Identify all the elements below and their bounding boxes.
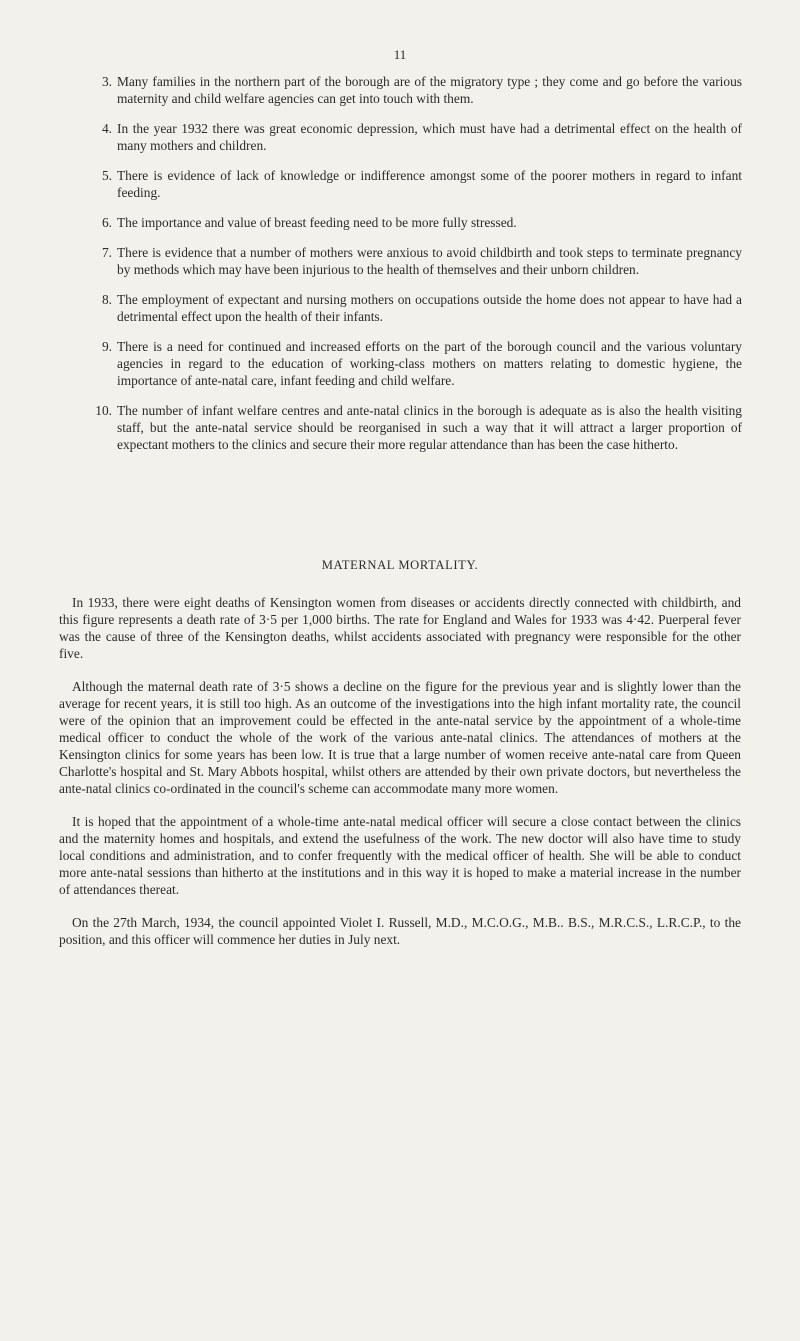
list-item [87, 167, 742, 201]
paragraph: It is hoped that the appointment of a whole-time ante-natal medical officer will secure a close contact between the clinics and the maternity homes and hospitals, and extend the usefulness of the work. The new doctor will also have time to study local conditions and administration, and to confer frequently with the medical officer of health. She will be able to conduct more ante-natal sessions than hitherto at the institutions and in this way it is hoped to make a material increase in the number of attendances thereat. [59, 814, 741, 897]
list-item [87, 338, 742, 389]
list-item-text: There is evidence of lack of knowledge or indifference amongst some of the poorer mothers in regard to infant feeding. [117, 168, 742, 200]
page-number: 11 [393, 47, 407, 62]
list-item-number: 4. [101, 121, 112, 136]
list-item-text: Many families in the northern part of the borough are of the migratory type ; they come and go before the various maternity and child welfare agencies can get into touch with them. [117, 74, 742, 106]
list-item [87, 244, 742, 278]
list-item [87, 214, 742, 231]
section-body [59, 594, 741, 964]
list-item-number: 8. [101, 292, 112, 307]
list-item-text: There is a need for continued and increased efforts on the part of the borough council and the various voluntary agencies in regard to the education of working-class mothers on matters relating to domestic hygiene, the importance of ante-natal care, infant feeding and child welfare. [117, 339, 742, 388]
list-item-text: The employment of expectant and nursing mothers on occupations outside the home does not appear to have had a detrimental effect upon the health of their infants. [117, 292, 742, 324]
list-item [87, 73, 742, 107]
list-item-number: 3. [101, 74, 112, 89]
list-item [87, 120, 742, 154]
list-item-number: 7. [101, 245, 112, 260]
list-item-number: 10. [95, 403, 112, 418]
list-item-text: The number of infant welfare centres and ante-natal clinics in the borough is adequate as is also the health visiting staff, but the ante-natal service should be reorganised in such a way that it will attract a larger proportion of expectant mothers to the clinics and secure their more regular attendance than has been the case hitherto. [117, 403, 742, 452]
list-item-text: The importance and value of breast feeding need to be more fully stressed. [117, 215, 517, 230]
list-item [87, 291, 742, 325]
list-item-number: 9. [101, 339, 112, 354]
list-item-text: There is evidence that a number of mothers were anxious to avoid childbirth and took steps to terminate pregnancy by methods which may have been injurious to the health of themselves and their unborn children. [117, 245, 742, 277]
paragraph: In 1933, there were eight deaths of Kensington women from diseases or accidents directly connected with childbirth, and this figure represents a death rate of 3·5 per 1,000 births. The rate for England and Wales for 1933 was 4·42. Puerperal fever was the cause of three of the Kensington deaths, whilst accidents associated with pregnancy were responsible for the other five. [59, 595, 741, 661]
list-item-number: 5. [101, 168, 112, 183]
list-item-number: 6. [101, 215, 112, 230]
section-heading: MATERNAL MORTALITY. [321, 558, 479, 572]
findings-list [87, 73, 742, 466]
paragraph: Although the maternal death rate of 3·5 shows a decline on the figure for the previous year and is slightly lower than the average for recent years, it is still too high. As an outcome of the investigations into the high infant mortality rate, the council were of the opinion that an improvement could be effected in the ante-natal service by the appointment of a whole-time medical officer to conduct the whole of the work of the various ante-natal clinics. The attendances of mothers at the Kensington clinics for some years has been low. It is true that a large number of women receive ante-natal care from Queen Charlotte's hospital and St. Mary Abbots hospital, whilst others are attended by their own private doctors, but nevertheless the ante-natal clinics co-ordinated in the council's scheme can accommodate many more women. [59, 679, 741, 796]
paragraph: On the 27th March, 1934, the council appointed Violet I. Russell, M.D., M.C.O.G., M.B.. B.S., M.R.C.S., L.R.C.P., to the position, and this officer will commence her duties in July next. [59, 915, 741, 947]
list-item-text: In the year 1932 there was great economic depression, which must have had a detrimental effect on the health of many mothers and children. [117, 121, 742, 153]
list-item [87, 402, 742, 453]
